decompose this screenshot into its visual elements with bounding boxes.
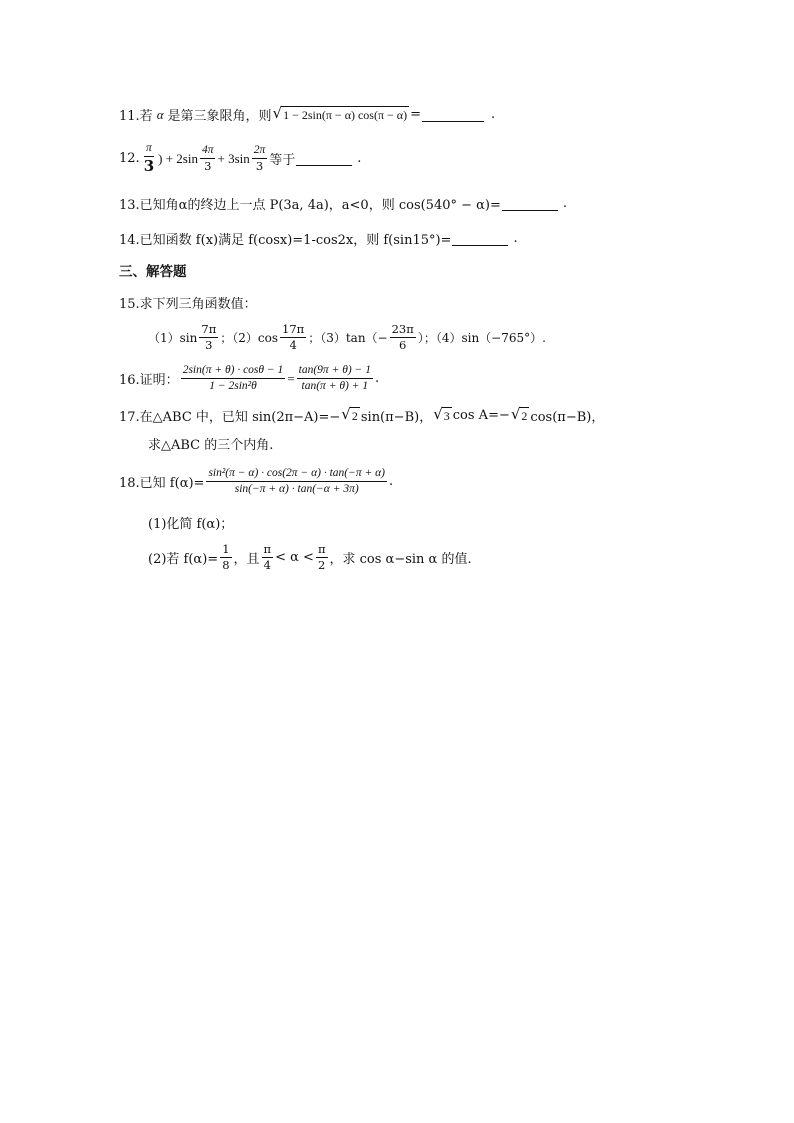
q18-sub2-num3: π <box>316 543 328 558</box>
q16-lhs-den: 1 − 2sin²θ <box>209 380 257 393</box>
sqrt-sign-icon: √ <box>510 404 521 423</box>
q12-fraction-3 <box>252 144 268 173</box>
question-15-items <box>148 323 546 352</box>
q18-sub2-fraction-3 <box>316 543 328 572</box>
q18-num: sin²(π − α) · cos(2π − α) · tan(−π + α) <box>206 467 387 482</box>
q12-frac1-num: π <box>144 142 154 157</box>
q13-text: 13.已知角α的终边上一点 P(3a, 4a)，a<0，则 cos(540° − α)= <box>119 198 501 213</box>
q12-label: 12. <box>119 151 140 167</box>
q12-answer-blank <box>296 152 352 166</box>
sqrt-sign-icon: √ <box>341 404 351 423</box>
q18-end: . <box>389 474 394 490</box>
q15-frac3-num: 23π <box>390 323 416 338</box>
q15-fraction-2 <box>280 323 306 352</box>
q12-fraction-2 <box>200 144 216 173</box>
q12-end: . <box>357 151 362 167</box>
q15-frac1-num: 7π <box>199 323 218 338</box>
question-15-title: 15.求下列三角函数值： <box>119 297 257 312</box>
q11-answer-blank <box>422 108 484 122</box>
q17-sqrt3-value: 2 <box>521 408 528 423</box>
q18-sub1: (1)化简 f(α)； <box>148 517 234 532</box>
q17-sqrt-1 <box>341 404 360 424</box>
q18-sub2 <box>148 543 472 572</box>
q18-sub2-fraction-2 <box>262 543 274 572</box>
q12-fraction-1 <box>142 142 156 175</box>
q16-end: . <box>374 371 380 387</box>
q18-sub2-d: ，求 cos α−sin α 的值. <box>329 552 472 568</box>
q18-label: 18.已知 f(α)= <box>119 476 205 492</box>
q16-rhs-fraction <box>297 364 373 393</box>
q17-sqrt-2 <box>433 404 452 424</box>
q16-lhs-num: 2sin(π + θ) · cosθ − 1 <box>181 364 286 379</box>
question-14 <box>119 229 518 248</box>
question-17 <box>119 406 604 425</box>
question-18 <box>119 467 393 496</box>
q18-sub2-fraction-1 <box>220 543 231 572</box>
section-heading: 三、解答题 <box>119 264 187 280</box>
q13-answer-blank <box>502 197 558 211</box>
q18-sub2-b: ，且 <box>233 552 260 568</box>
q11-radicand: 1 − 2sin(π − α) cos(π − α) <box>283 107 408 122</box>
q15-part4: ）；（4）sin（−765°）. <box>417 331 546 346</box>
q18-sub2-den3: 2 <box>318 558 326 573</box>
q17-sqrt-3 <box>510 404 530 424</box>
q15-frac2-num: 17π <box>280 323 306 338</box>
q14-end: . <box>513 231 518 246</box>
q16-equals: = <box>287 370 295 386</box>
question-12 <box>119 142 361 175</box>
q17-part-a: 17.在△ABC 中，已知 sin(2π−A)=− <box>119 410 341 425</box>
q15-part2: ；（2）cos <box>220 331 278 346</box>
q11-label: 11.若 <box>119 109 153 124</box>
q18-sub2-a: (2)若 f(α)= <box>148 552 219 568</box>
q15-part3: ；（3）tan（− <box>308 331 388 346</box>
q11-alpha: α <box>156 106 164 122</box>
q13-end: . <box>562 196 568 211</box>
question-16 <box>119 364 379 393</box>
question-13 <box>119 194 567 213</box>
q15-fraction-1 <box>199 323 218 352</box>
q16-rhs-num: tan(9π + θ) − 1 <box>297 364 373 379</box>
q11-radical <box>272 103 410 123</box>
q18-sub2-den: 8 <box>222 558 230 573</box>
q17-sqrt2-value: 3 <box>443 408 450 423</box>
q15-frac1-den: 3 <box>205 338 213 353</box>
q15-fraction-3 <box>390 323 416 352</box>
q18-fraction <box>206 467 387 496</box>
q18-sub2-den2: 4 <box>263 558 271 573</box>
q18-den: sin(−π + α) · tan(−α + 3π) <box>234 483 359 496</box>
q14-answer-blank <box>452 232 508 246</box>
q12-part1: ) + 2sin <box>158 150 198 166</box>
q16-lhs-fraction <box>181 364 286 393</box>
q17-part-d: cos(π−B)， <box>530 410 605 425</box>
q17-part-b: sin(π−B)， <box>360 410 433 425</box>
sqrt-sign-icon: √ <box>272 103 283 122</box>
q15-part1: （1）sin <box>148 331 198 346</box>
q14-text: 14.已知函数 f(x)满足 f(cosx)=1-cos2x，则 f(sin15°)= <box>119 233 452 248</box>
q12-frac2-num: 4π <box>200 144 216 159</box>
q12-part2: + 3sin <box>217 150 250 166</box>
question-11 <box>119 105 495 124</box>
q16-label: 16.证明： <box>119 373 179 389</box>
q16-rhs-den: tan(π + θ) + 1 <box>301 380 369 393</box>
q17-part-c: cos A=− <box>452 408 510 423</box>
q11-end: . <box>490 107 496 122</box>
q17-sqrt1-value: 2 <box>351 408 358 423</box>
q12-frac3-den: 3 <box>255 159 264 174</box>
q18-sub2-num2: π <box>262 543 274 558</box>
q12-part3: 等于 <box>269 153 296 169</box>
q12-frac3-num: 2π <box>252 144 268 159</box>
q18-sub2-c: < α < <box>275 550 314 566</box>
sqrt-sign-icon: √ <box>433 404 443 423</box>
question-17-line2: 求△ABC 的三个内角. <box>148 438 274 453</box>
q12-frac1-den: 3 <box>143 157 155 176</box>
q15-frac2-den: 4 <box>289 338 297 353</box>
q11-equals: = <box>410 107 421 122</box>
q11-text: 是第三象限角，则 <box>167 109 272 124</box>
q18-sub2-num: 1 <box>220 543 231 558</box>
q12-frac2-den: 3 <box>204 159 212 174</box>
q15-frac3-den: 6 <box>399 338 407 353</box>
